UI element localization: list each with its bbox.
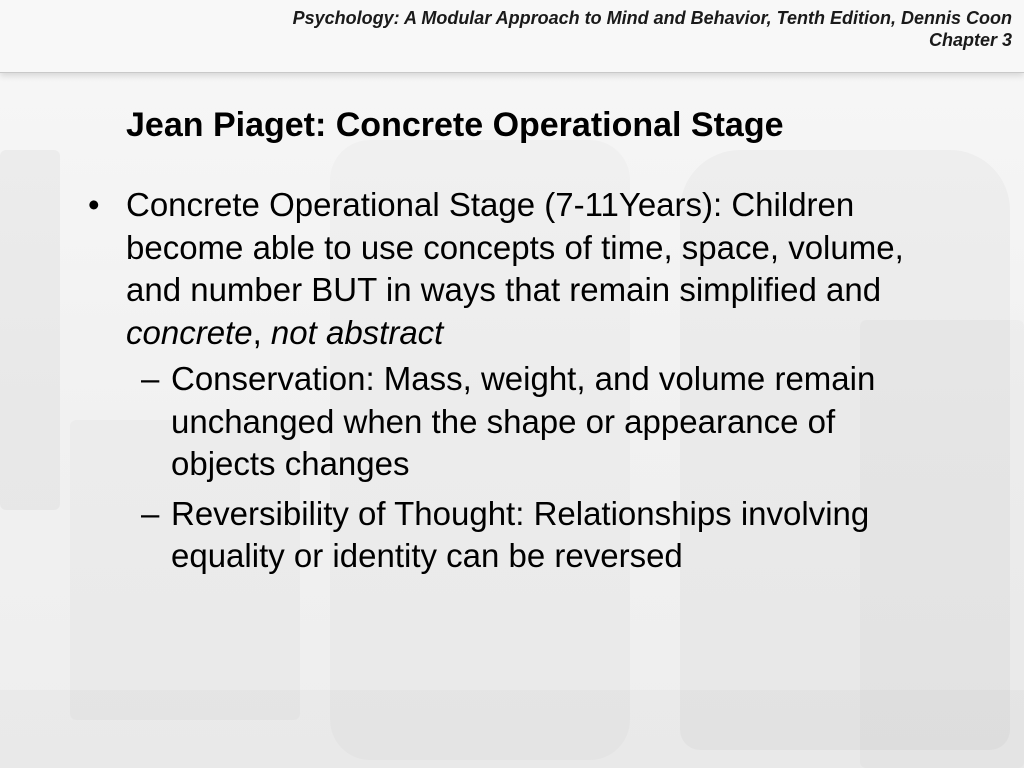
emphasis-not-abstract: not abstract bbox=[270, 313, 444, 351]
main-bullet bbox=[88, 184, 946, 354]
main-bullet-text: Concrete Operational Stage (7-11Years): Children become able to use concepts of time, space, volume, and number BUT in ways that remain simplified and bbox=[126, 186, 904, 308]
sub-bullet-conservation bbox=[141, 358, 931, 486]
source-citation bbox=[293, 7, 1012, 51]
sub-bullet-text: Conservation: Mass, weight, and volume remain unchanged when the shape or appearance of objects changes bbox=[171, 360, 876, 482]
header-band bbox=[0, 0, 1024, 73]
bullet-icon: • bbox=[88, 186, 100, 223]
emphasis-separator: , bbox=[252, 313, 271, 351]
emphasis-concrete: concrete bbox=[126, 313, 253, 351]
background-image-fragment bbox=[0, 690, 1024, 768]
slide-title: Jean Piaget: Concrete Operational Stage bbox=[126, 106, 784, 144]
slide-content bbox=[0, 184, 1024, 578]
chapter-label: Chapter 3 bbox=[928, 30, 1012, 50]
book-citation: Psychology: A Modular Approach to Mind and Behavior, Tenth Edition, Dennis Coon bbox=[292, 8, 1012, 28]
dash-icon: – bbox=[141, 360, 160, 397]
dash-icon: – bbox=[141, 494, 160, 532]
sub-bullet-reversibility bbox=[141, 493, 931, 578]
sub-bullet-text: Reversibility of Thought: Relationships involving equality or identity can be reversed bbox=[171, 494, 870, 574]
